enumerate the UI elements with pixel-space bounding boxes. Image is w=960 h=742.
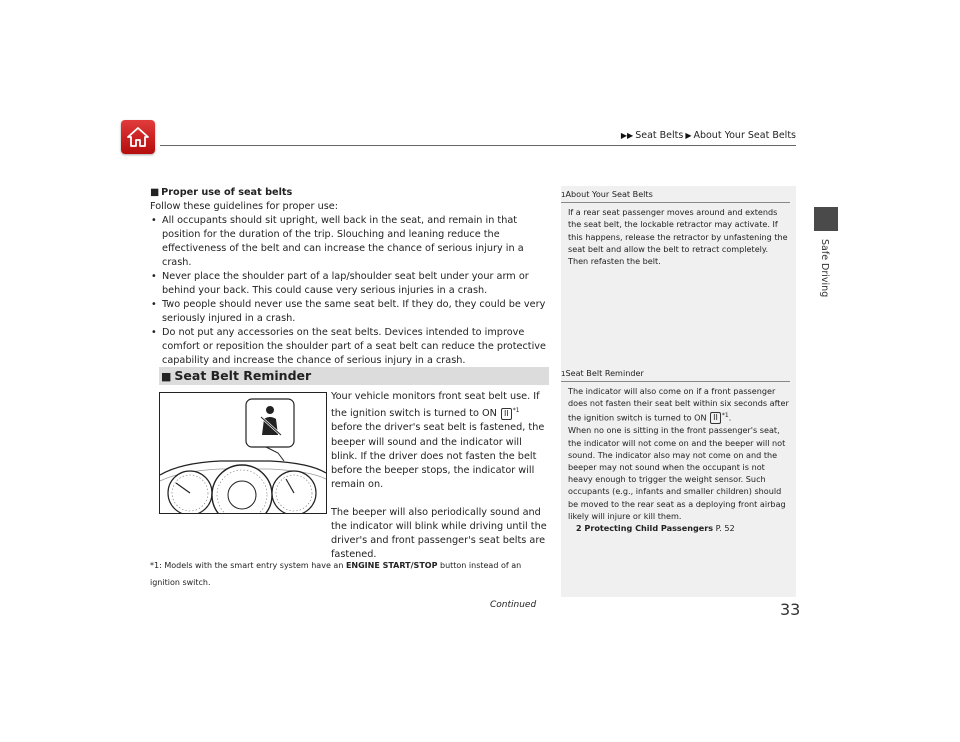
section-heading-text: Seat Belt Reminder xyxy=(174,368,312,383)
header-rule xyxy=(160,145,796,146)
breadcrumb xyxy=(600,130,796,141)
footnote-ref: *1 xyxy=(512,407,520,415)
paragraph: The beeper will also periodically sound and the indicator will blink while driving until the driver's and front passenger's seat belts are fastened. xyxy=(331,506,547,561)
guidelines-list xyxy=(150,214,550,368)
chapter-tab[interactable] xyxy=(814,207,838,231)
instrument-cluster-illustration xyxy=(159,392,327,514)
reminder-text xyxy=(331,390,550,562)
section-heading: ■ Seat Belt Reminder xyxy=(159,367,549,385)
intro-text: Follow these guidelines for proper use: xyxy=(150,201,338,212)
note-title: 1About Your Seat Belts xyxy=(561,188,790,203)
ignition-on-icon: II xyxy=(710,412,721,424)
subheading: ■ Proper use of seat belts xyxy=(150,187,293,198)
list-item: • All occupants should sit upright, well back in the seat, and remain in that position for the duration of the trip. Slouching and leaning reduce the effectiveness of the belt and can increase the chance of serious injury in a crash. xyxy=(150,214,550,270)
note-seat-belt-reminder xyxy=(561,367,790,535)
note-about-seat-belts xyxy=(561,188,790,267)
list-item: • Two people should never use the same seat belt. If they do, they could be very seriously injured in a crash. xyxy=(150,298,550,326)
note-title: 1Seat Belt Reminder xyxy=(561,367,790,382)
breadcrumb-item[interactable]: Seat Belts xyxy=(635,130,684,141)
footnote: *1: Models with the smart entry system have an ENGINE START/STOP button instead of an ignition switch. xyxy=(150,561,522,587)
chapter-tab-label[interactable]: Safe Driving xyxy=(819,239,830,298)
continued-label: Continued xyxy=(490,600,537,610)
list-item: • Never place the shoulder part of a lap/shoulder seat belt under your arm or behind your back. This could cause very serious injuries in a crash. xyxy=(150,270,550,298)
page-number: 33 xyxy=(780,600,801,619)
breadcrumb-arrow-icon: ▶▶ xyxy=(620,131,634,140)
list-item: • Do not put any accessories on the seat belts. Devices intended to improve comfort or reposition the shoulder part of a seat belt can reduce the protective capability and increase the chance of serious injury in a crash. xyxy=(150,326,550,368)
subheading-text: Proper use of seat belts xyxy=(161,187,293,198)
cross-reference-link[interactable]: 2 Protecting Child Passengers P. 52 xyxy=(576,522,735,533)
note-body: The indicator will also come on if a front passenger does not fasten their seat belt within six seconds after the ignition switch is turned to ON II $^{*1}$. When no one is sitting in the front passenger's seat, the indicator will not come on and the beeper will not sound. The indicator also may not come on and the beeper may not sound when the occupant is not heavy enough to trigger the weight sensor. Such occupants (e.g., infants and smaller children) should be moved to the rear seat as a deploying front airbag likely will injure or kill them. 2 Protecting Child Passengers P. 52 xyxy=(561,382,790,535)
paragraph: Your vehicle monitors front seat belt use. If the ignition switch is turned to ON II $^{*1}$ before the driver's seat belt is fastened, the beeper will sound and the indicator will blink. If the driver does not fasten the belt before the beeper stops, the indicator will remain on. xyxy=(331,391,545,490)
ignition-on-icon: II xyxy=(501,408,512,420)
main-column xyxy=(150,186,550,368)
breadcrumb-item[interactable]: About Your Seat Belts xyxy=(693,130,796,141)
breadcrumb-arrow-icon: ▶ xyxy=(685,131,692,140)
home-button[interactable] xyxy=(121,120,155,154)
note-body: If a rear seat passenger moves around and extends the seat belt, the lockable retractor may activate. If this happens, release the retractor by unfastening the seat belt and allow the belt to retract completely. Then refasten the belt. xyxy=(568,207,788,267)
home-icon xyxy=(126,126,150,148)
xref-arrow-icon: 2 xyxy=(576,523,582,533)
